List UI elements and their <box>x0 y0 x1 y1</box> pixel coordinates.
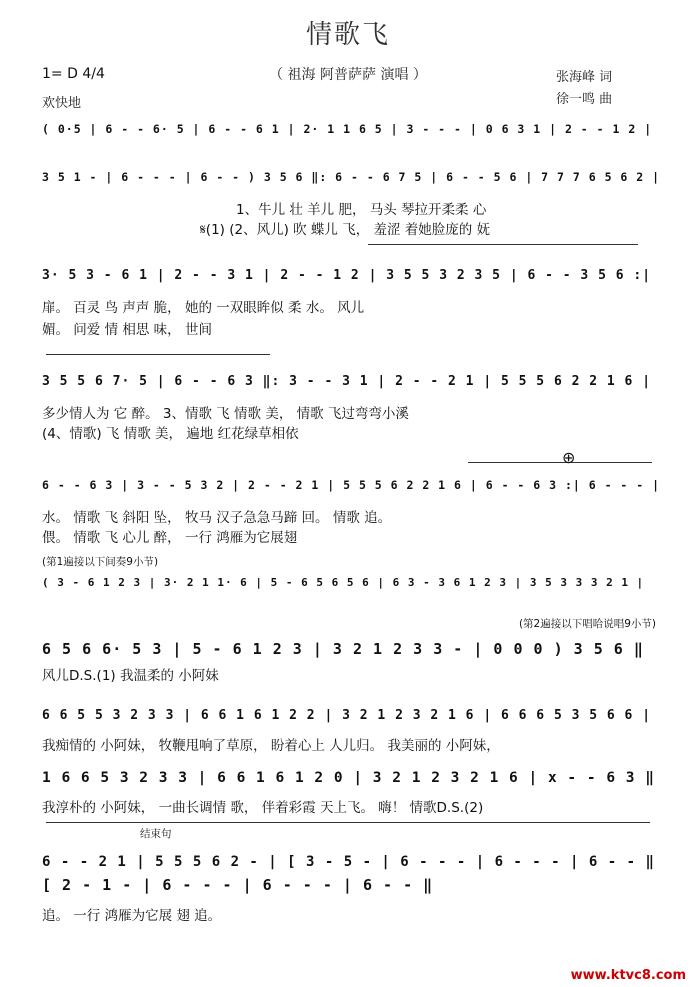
lyric-line-5b: 偎。 情歌 飞 心儿 醉， 一行 鸿雁为它展翅 <box>42 530 298 546</box>
composer-credit: 徐一鸣 曲 <box>556 92 613 107</box>
score-line-5: 6 - - 6 3 | 3 - - 5 3 2 | 2 - - 2 1 | 5 5 5 6 2 2 1 6 | 6 - - 6 3 :| 6 - - - | <box>42 478 661 492</box>
ending-note: 结束句 <box>140 828 172 840</box>
lyric-line-9: 我淳朴的 小阿妹， 一曲长调情 歌， 伴着彩霞 天上飞。 嗨！ 情歌D.S.(2) <box>42 800 484 816</box>
song-title: 情歌飞 <box>305 20 390 50</box>
lyric-line-3b: 媚。 问爱 情 相思 味， 世间 <box>42 322 212 338</box>
tempo-marking: 欢快地 <box>42 96 82 111</box>
lyric-line-7: 风儿D.S.(1) 我温柔的 小阿妹 <box>42 668 219 684</box>
volta-bracket-2 <box>46 354 270 355</box>
volta-bracket-3-4 <box>468 462 652 463</box>
interlude-note: (第1遍接以下间奏9小节) <box>42 556 159 568</box>
ending-separator <box>46 822 650 823</box>
lyric-line-2a: 1、牛儿 壮 羊儿 肥， 马头 琴拉开柔柔 心 <box>236 202 487 218</box>
watermark: www.ktvc8.com <box>570 968 686 983</box>
score-line-1: ( 0·5 | 6 - - 6· 5 | 6 - - 6 1 | 2· 1 1 6 5 | 3 - - - | 0 6 3 1 | 2 - - 1 2 | <box>42 122 653 136</box>
lyric-line-8: 我痴情的 小阿妹， 牧鞭甩响了草原， 盼着心上 人儿归。 我美丽的 小阿妹， <box>42 738 500 754</box>
score-line-10a: 6 - - 2 1 | 5 5 5 6 2 - | [ 3 - 5 - | 6 - - - | 6 - - - | 6 - - ‖ <box>42 854 655 870</box>
lyric-line-4b: (4、情歌) 飞 情歌 美， 遍地 红花绿草相依 <box>42 426 299 442</box>
score-line-6: ( 3 - 6 1 2 3 | 3· 2 1 1· 6 | 5 - 6 5 6 5 6 | 6 3 - 3 6 1 2 3 | 3 5 3 3 3 2 1 | <box>42 576 645 589</box>
coda-icon: ⊕ <box>562 448 576 467</box>
score-line-2: 3 5 1 - | 6 - - - | 6 - - ) 3 5 6 ‖: 6 - - 6 7 5 | 6 - - 5 6 | 7 7 7 6 5 6 2 | <box>42 170 661 184</box>
score-line-9: 1 6 6 5 3 2 3 3 | 6 6 1 6 1 2 0 | 3 2 1 2 3 2 1 6 | x - - 6 3 ‖ <box>42 770 655 786</box>
lyricist-credit: 张海峰 词 <box>556 70 613 85</box>
lyric-line-4a: 多少情人为 它 醉。 3、情歌 飞 情歌 美， 情歌 飞过弯弯小溪 <box>42 406 409 422</box>
score-line-4: 3 5 5 6 7· 5 | 6 - - 6 3 ‖: 3 - - 3 1 | 2 - - 2 1 | 5 5 5 6 2 2 1 6 | <box>42 374 652 389</box>
lyric-line-10: 追。 一行 鸿雁为它展 翅 追。 <box>42 908 222 924</box>
lyric-line-3a: 扉。 百灵 鸟 声声 脆， 她的 一双眼眸似 柔 水。 风儿 <box>42 300 365 316</box>
score-line-8: 6 6 5 5 3 2 3 3 | 6 6 1 6 1 2 2 | 3 2 1 2 3 2 1 6 | 6 6 6 5 3 5 6 6 | <box>42 708 652 723</box>
rap-note: (第2遍接以下唱哈说唱9小节) <box>518 618 656 630</box>
score-line-10b: [ 2 - 1 - | 6 - - - | 6 - - - | 6 - - ‖ <box>42 876 434 894</box>
score-line-7: 6 5 6 6· 5 3 | 5 - 6 1 2 3 | 3 2 1 2 3 3 - | 0 0 0 ) 3 5 6 ‖ <box>42 640 644 658</box>
lyric-line-2b: 𝄋(1) (2、风儿) 吹 蝶儿 飞， 羞涩 着她脸庞的 妩 <box>200 222 491 238</box>
lyric-line-5a: 水。 情歌 飞 斜阳 坠， 牧马 汉子急急马蹄 回。 情歌 追。 <box>42 510 392 526</box>
song-subtitle: （ 祖海 阿普萨萨 演唱 ） <box>269 67 427 83</box>
volta-bracket-1 <box>368 244 638 245</box>
key-signature: 1= D 4/4 <box>42 66 105 82</box>
score-line-3: 3· 5 3 - 6 1 | 2 - - 3 1 | 2 - - 1 2 | 3 5 5 3 2 3 5 | 6 - - 3 5 6 :| <box>42 268 652 283</box>
